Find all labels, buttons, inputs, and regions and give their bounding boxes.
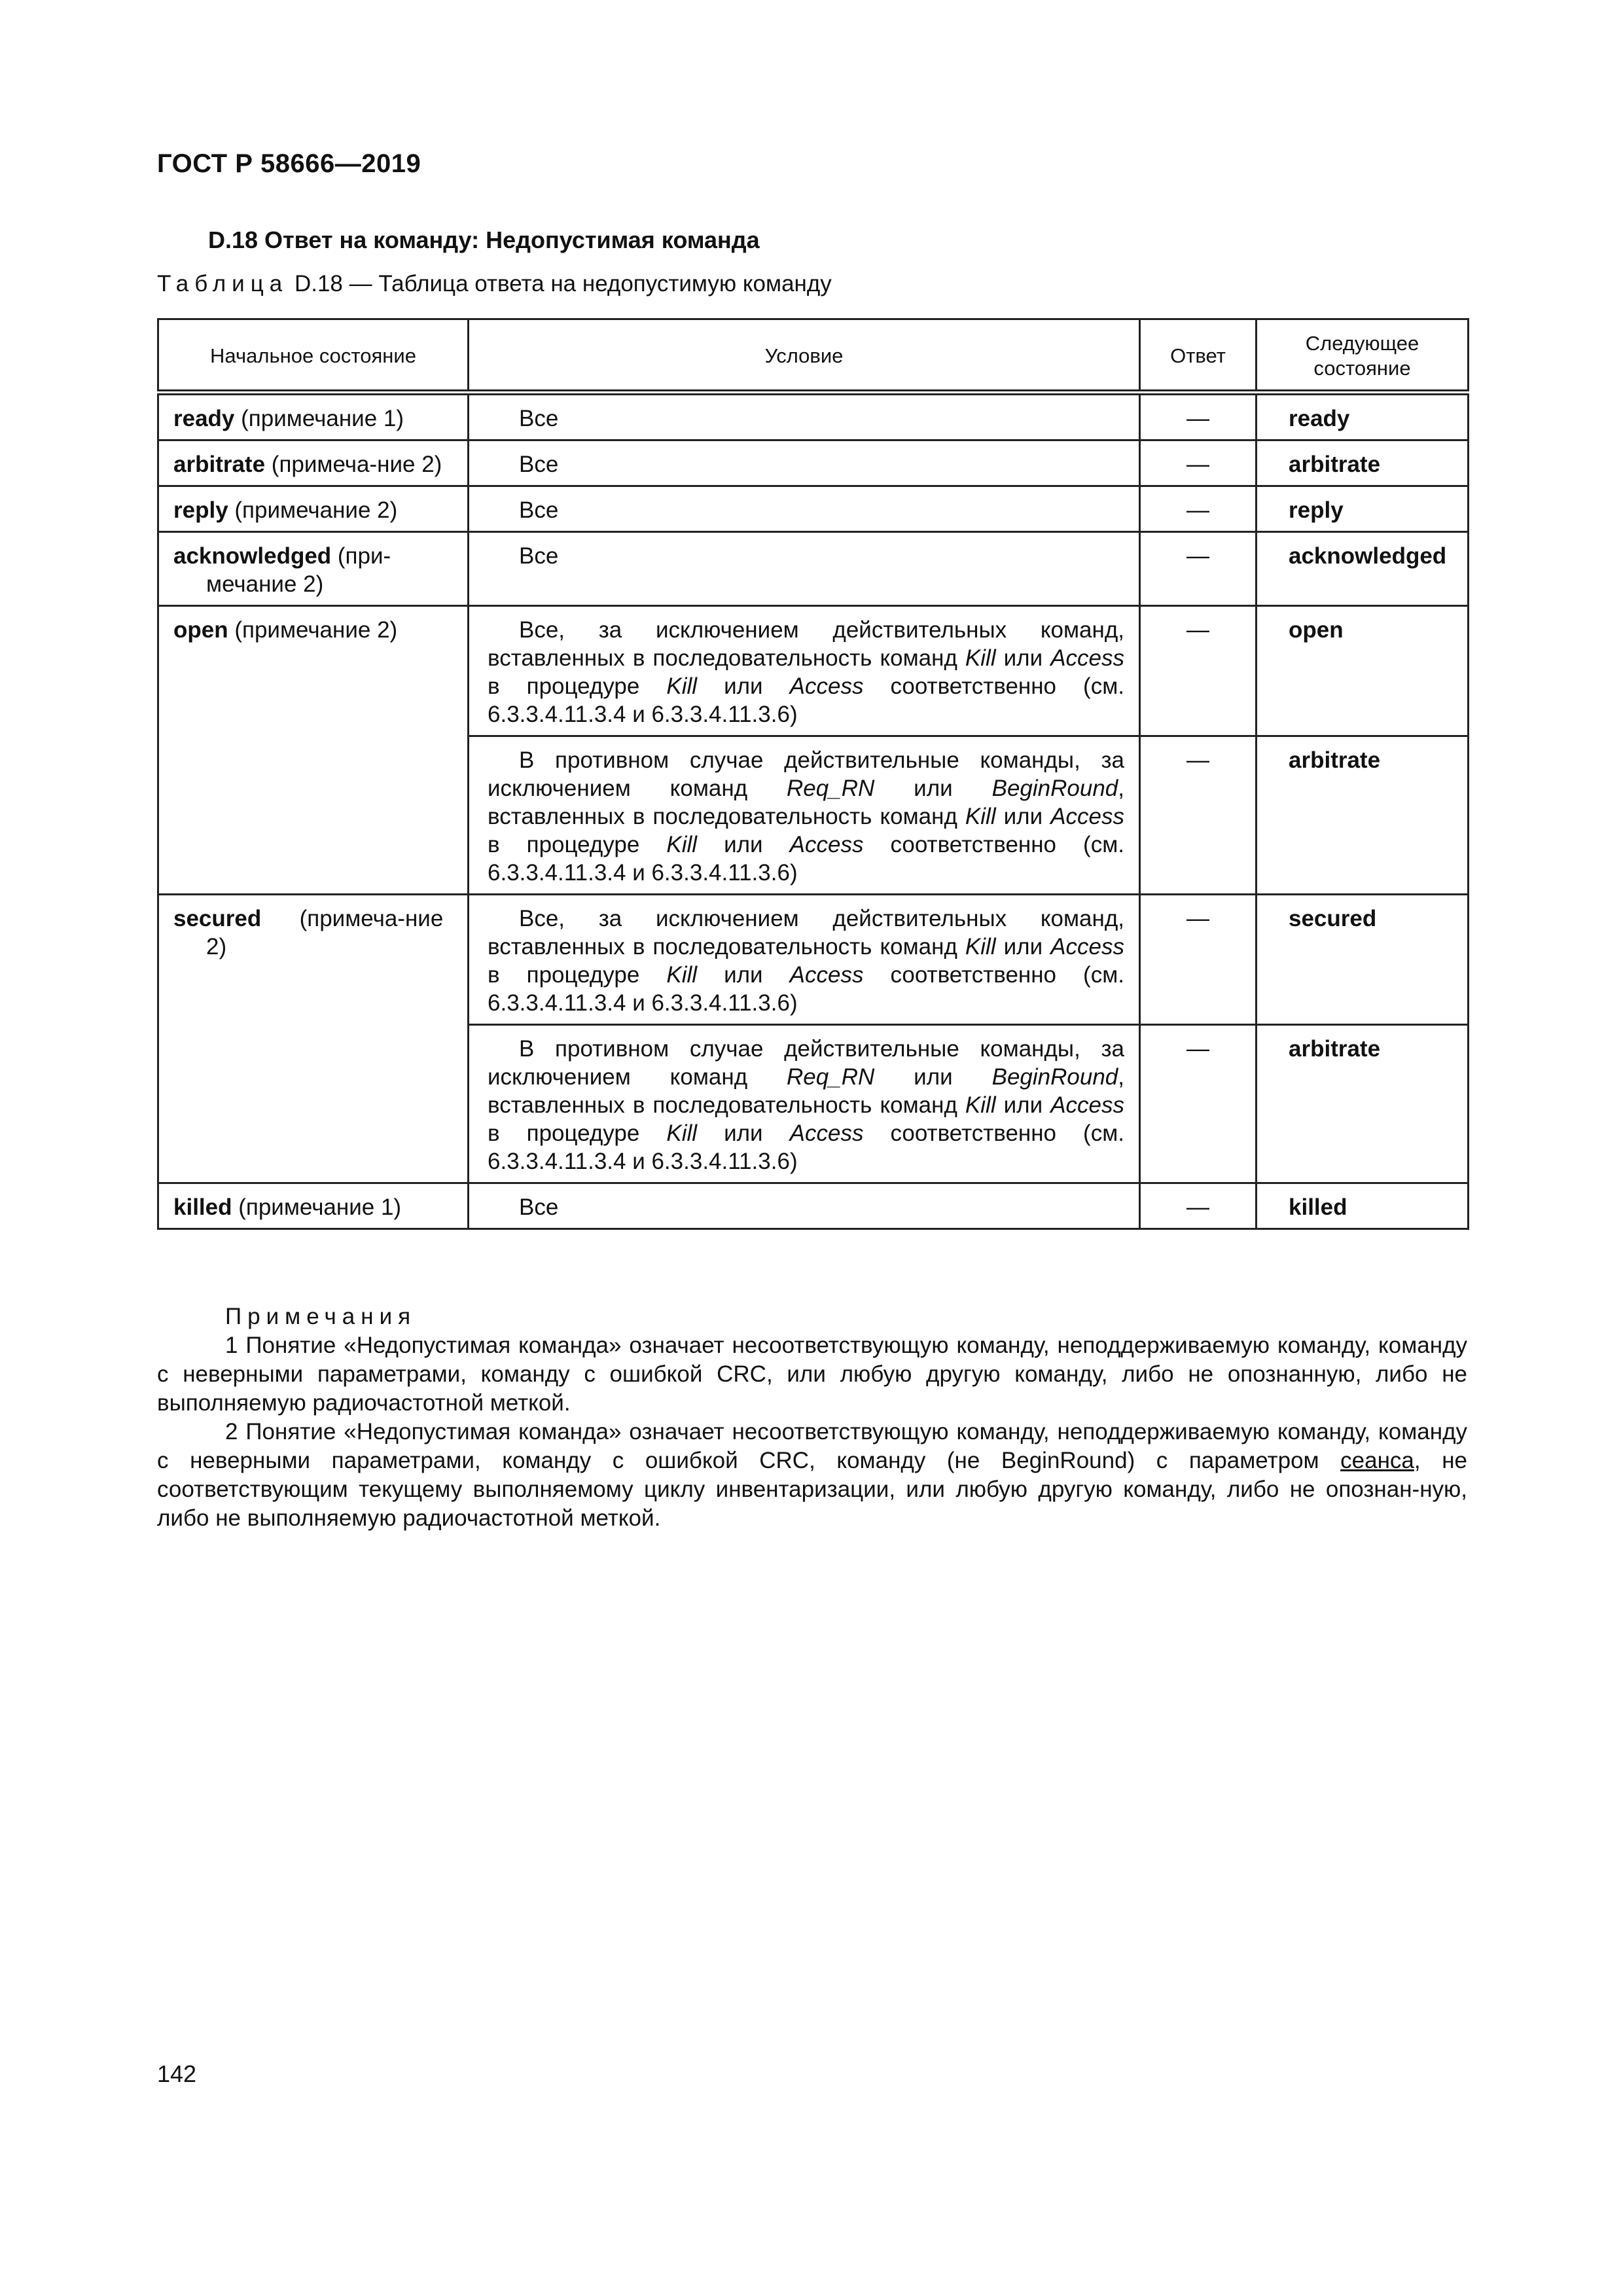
state-name: secured <box>173 906 262 931</box>
response-cell: — <box>1140 440 1257 486</box>
table-row <box>158 895 1469 1025</box>
header-condition: Условие <box>469 319 1140 393</box>
table-row <box>158 1183 1469 1229</box>
condition-text: Все <box>519 1194 559 1220</box>
state-name: open <box>173 617 228 643</box>
response-cell: — <box>1140 486 1257 532</box>
next-state-cell: secured <box>1257 895 1469 1025</box>
response-cell: — <box>1140 1183 1257 1229</box>
table-caption <box>157 271 832 297</box>
state-name: ready <box>173 406 235 431</box>
state-note: (примечание 2) <box>228 497 398 523</box>
condition-text: Все <box>519 543 559 569</box>
table-row <box>158 532 1469 606</box>
response-cell: — <box>1140 895 1257 1025</box>
condition-cell <box>469 532 1140 606</box>
notes-heading: Примечания <box>225 1304 417 1329</box>
initial-state-cell <box>158 440 469 486</box>
state-note: (примечание 1) <box>234 406 404 431</box>
response-cell: — <box>1140 532 1257 606</box>
table-row <box>158 606 1469 736</box>
table-row <box>158 440 1469 486</box>
condition-cell <box>469 486 1140 532</box>
state-name: arbitrate <box>173 452 266 477</box>
next-state-cell: reply <box>1257 486 1469 532</box>
initial-state-cell <box>158 393 469 440</box>
condition-cell <box>469 1025 1140 1183</box>
header-initial-state: Начальное состояние <box>158 319 469 393</box>
condition-cell <box>469 440 1140 486</box>
next-state-cell: arbitrate <box>1257 1025 1469 1183</box>
table-caption-prefix: Таблица <box>157 271 289 296</box>
state-note: (примеча-ние 2) <box>206 906 450 960</box>
next-state-cell: arbitrate <box>1257 736 1469 895</box>
state-note: (примечание 1) <box>232 1194 402 1220</box>
page-number: 142 <box>157 2060 197 2087</box>
table-header-row <box>158 319 1469 393</box>
condition-text: Все, за исключением действительных команд, вставленных в последовательность команд Kill или Access в процедуре Kill или Access соответственно (см. 6.3.3.4.11.3.4 и 6.3.3.4.11.3.6) <box>488 906 1124 1016</box>
condition-cell <box>469 606 1140 736</box>
initial-state-cell <box>158 606 469 895</box>
table-caption-text: D.18 — Таблица ответа на недопустимую команду <box>288 271 832 296</box>
state-name: killed <box>173 1194 232 1220</box>
condition-cell <box>469 393 1140 440</box>
section-title: D.18 Ответ на команду: Недопустимая команда <box>208 226 760 253</box>
state-name: acknowledged <box>173 543 332 569</box>
session-link: сеанса <box>1340 1448 1414 1473</box>
next-state-cell: killed <box>1257 1183 1469 1229</box>
response-table <box>157 318 1469 1230</box>
condition-text: Все, за исключением действительных команд, вставленных в последовательность команд Kill или Access в процедуре Kill или Access соответственно (см. 6.3.3.4.11.3.4 и 6.3.3.4.11.3.6) <box>488 617 1124 727</box>
state-note: (примеча-ние 2) <box>265 452 442 477</box>
initial-state-cell <box>158 486 469 532</box>
header-response: Ответ <box>1140 319 1257 393</box>
next-state-cell: acknowledged <box>1257 532 1469 606</box>
next-state-cell: open <box>1257 606 1469 736</box>
note-1: 1 Понятие «Недопустимая команда» означает несоответствующую команду, неподдерживаемую команду, команду с неверными параметрами, команду с ошибкой CRC, или любую другую команду, либо не опознанную, либо не выполняемую радиочастотной меткой. <box>157 1333 1467 1416</box>
initial-state-cell <box>158 1183 469 1229</box>
response-cell: — <box>1140 606 1257 736</box>
condition-cell <box>469 1183 1140 1229</box>
condition-text: В противном случае действительные команды, за исключением команд Req_RN или BeginRound, вставленных в последовательность команд Kill или Access в процедуре Kill или Access соответственно (см. 6.3.3.4.11.3.4 и 6.3.3.4.11.3.6) <box>488 747 1124 886</box>
next-state-cell: ready <box>1257 393 1469 440</box>
condition-text: В противном случае действительные команды, за исключением команд Req_RN или BeginRound, вставленных в последовательность команд Kill или Access в процедуре Kill или Access соответственно (см. 6.3.3.4.11.3.4 и 6.3.3.4.11.3.6) <box>488 1036 1124 1174</box>
initial-state-cell <box>158 532 469 606</box>
state-name: reply <box>173 497 228 523</box>
response-cell: — <box>1140 1025 1257 1183</box>
condition-text: Все <box>519 406 559 431</box>
next-state-cell: arbitrate <box>1257 440 1469 486</box>
table-row <box>158 393 1469 440</box>
condition-text: Все <box>519 452 559 477</box>
condition-cell <box>469 736 1140 895</box>
condition-text: Все <box>519 497 559 523</box>
state-note: (при-мечание 2) <box>206 543 391 597</box>
notes-block <box>157 1302 1467 1533</box>
state-note: (примечание 2) <box>228 617 398 643</box>
document-header: ГОСТ Р 58666—2019 <box>157 149 421 178</box>
initial-state-cell <box>158 895 469 1183</box>
table-row <box>158 486 1469 532</box>
response-cell: — <box>1140 736 1257 895</box>
response-cell: — <box>1140 393 1257 440</box>
header-next-state: Следующее состояние <box>1257 319 1469 393</box>
note-2: 2 Понятие «Недопустимая команда» означает несоответствующую команду, неподдерживаемую команду, команду с неверными параметрами, команду с ошибкой CRC, команду (не BeginRound) с параметром сеанса, не соответствующим текущему выполняемому циклу инвентаризации, или любую другую команду, либо не опознан-ную, либо не выполняемую радиочастотной меткой. <box>157 1419 1467 1531</box>
condition-cell <box>469 895 1140 1025</box>
